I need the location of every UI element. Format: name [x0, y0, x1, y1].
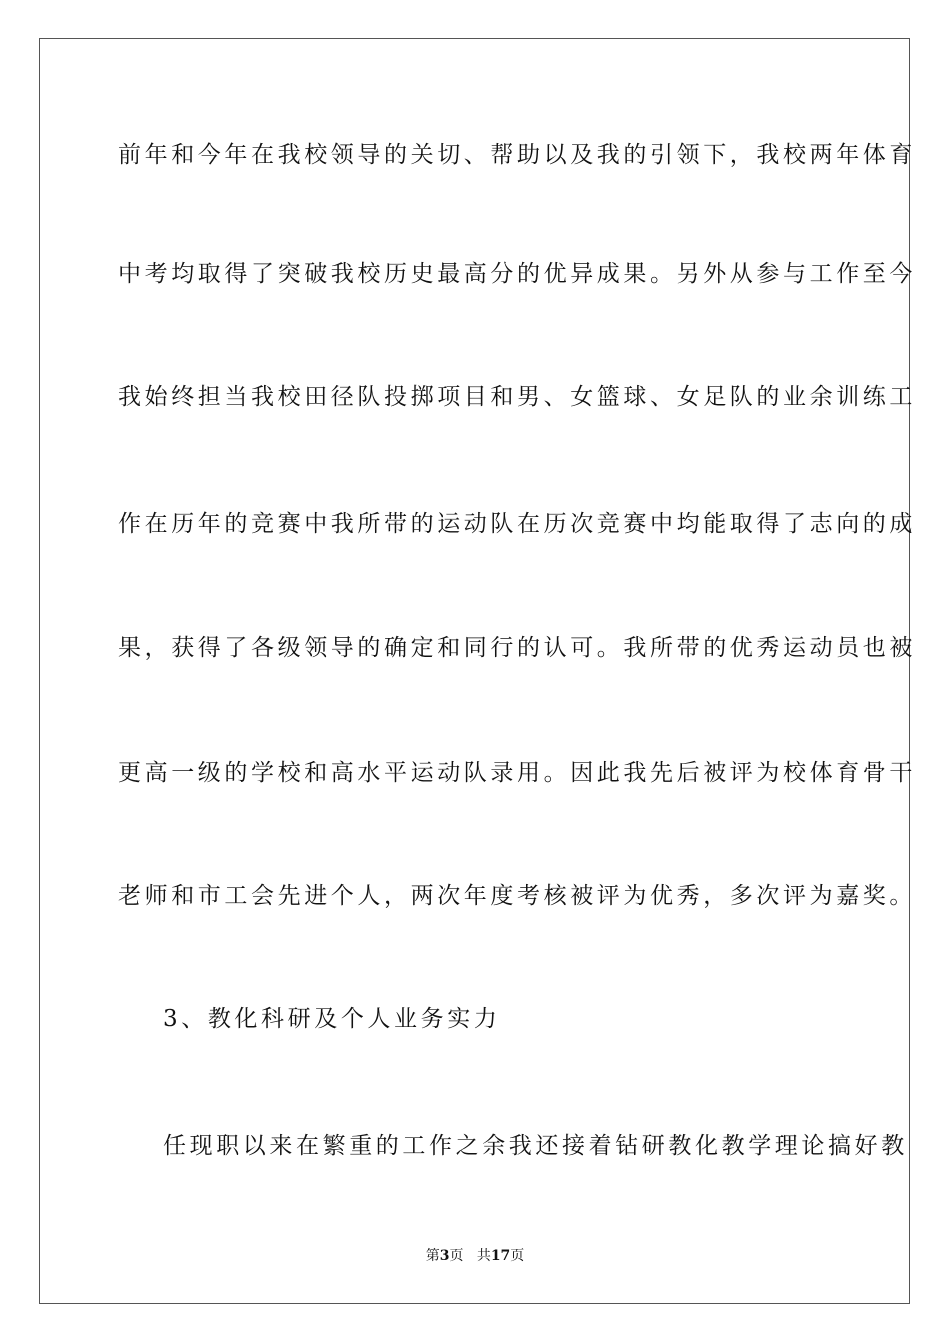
- total-pages: 17: [490, 1248, 511, 1264]
- section-heading: 3、教化科研及个人业务实力: [163, 1006, 501, 1032]
- body-text-line-4: 作在历年的竞赛中我所带的运动队在历次竞赛中均能取得了志向的成: [118, 511, 916, 537]
- page-border: [39, 38, 916, 1304]
- total-suffix: 页: [510, 1248, 525, 1264]
- body-text-line-1: 前年和今年在我校领导的关切、帮助以及我的引领下，我校两年体育: [118, 142, 916, 168]
- paragraph-first-line: 任现职以来在繁重的工作之余我还接着钻研教化教学理论搞好教: [163, 1133, 908, 1159]
- page-footer: [0, 1247, 950, 1265]
- total-prefix: 共: [476, 1248, 491, 1264]
- page-number: 3: [439, 1248, 450, 1264]
- page-suffix: 页: [449, 1248, 464, 1264]
- body-text-line-6: 更高一级的学校和高水平运动队录用。因此我先后被评为校体育骨干: [118, 760, 916, 786]
- page-prefix: 第: [425, 1248, 440, 1264]
- body-text-line-2: 中考均取得了突破我校历史最高分的优异成果。另外从参与工作至今: [118, 261, 916, 287]
- body-text-line-5: 果，获得了各级领导的确定和同行的认可。我所带的优秀运动员也被: [118, 635, 916, 661]
- body-text-line-3: 我始终担当我校田径队投掷项目和男、女篮球、女足队的业余训练工: [118, 384, 916, 410]
- body-text-line-7: 老师和市工会先进个人，两次年度考核被评为优秀，多次评为嘉奖。: [118, 883, 916, 909]
